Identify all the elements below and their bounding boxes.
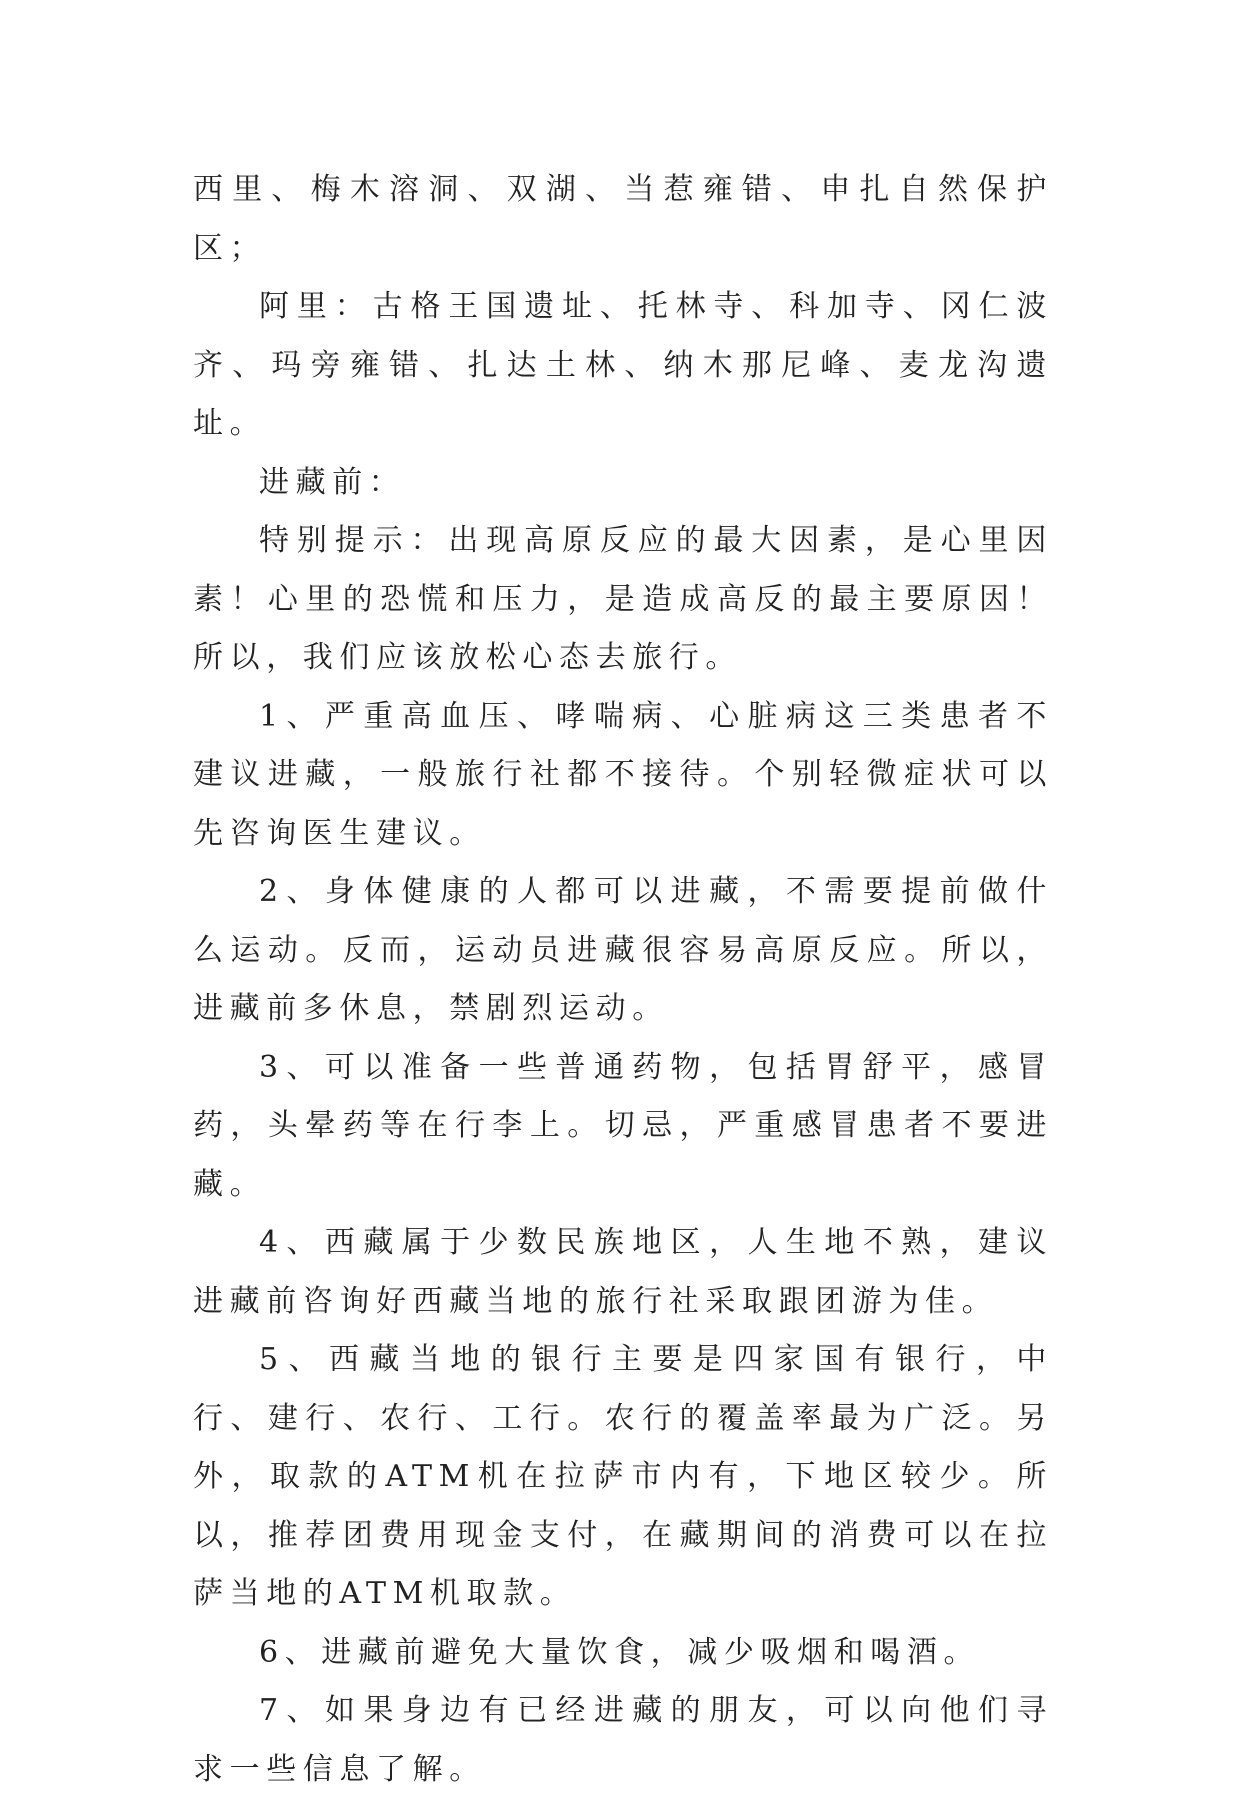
paragraph-ali: 阿里：古格王国遗址、托林寺、科加寺、冈仁波齐、玛旁雍错、扎达土林、纳木那尼峰、麦龙沟遗址。 — [193, 289, 1053, 441]
list-item-6: 6、进藏前避免大量饮食，减少吸烟和喝酒。 — [259, 1634, 981, 1670]
document-body — [193, 161, 1053, 1799]
list-item-2: 2、身体健康的人都可以进藏，不需要提前做什么运动。反而，运动员进藏很容易高原反应。所以，进藏前多休息，禁剧烈运动。 — [193, 874, 1053, 1026]
list-item-3: 3、可以准备一些普通药物，包括胃舒平，感冒药，头晕药等在行李上。切忌，严重感冒患者不要进藏。 — [193, 1049, 1053, 1202]
list-item-1: 1、严重高血压、哮喘病、心脏病这三类患者不建议进藏，一般旅行社都不接待。个别轻微症状可以先咨询医生建议。 — [193, 698, 1053, 851]
list-item-4: 4、西藏属于少数民族地区，人生地不熟，建议进藏前咨询好西藏当地的旅行社采取跟团游为佳。 — [193, 1225, 1053, 1319]
list-item-5: 5、西藏当地的银行主要是四家国有银行，中行、建行、农行、工行。农行的覆盖率最为广泛。另外，取款的ATM机在拉萨市内有，下地区较少。所以，推荐团费用现金支付，在藏期间的消费可以在拉萨当地的ATM机取款。 — [193, 1342, 1053, 1611]
paragraph-special-tip: 特别提示：出现高原反应的最大因素，是心里因素！心里的恐慌和压力，是造成高反的最主要原因！所以，我们应该放松心态去旅行。 — [193, 523, 1053, 675]
paragraph-continuation: 西里、梅木溶洞、双湖、当惹雍错、申扎自然保护区； — [193, 172, 1053, 266]
section-heading-before-tibet: 进藏前： — [259, 464, 406, 500]
list-item-7: 7、如果身边有已经进藏的朋友，可以向他们寻求一些信息了解。 — [193, 1693, 1053, 1787]
